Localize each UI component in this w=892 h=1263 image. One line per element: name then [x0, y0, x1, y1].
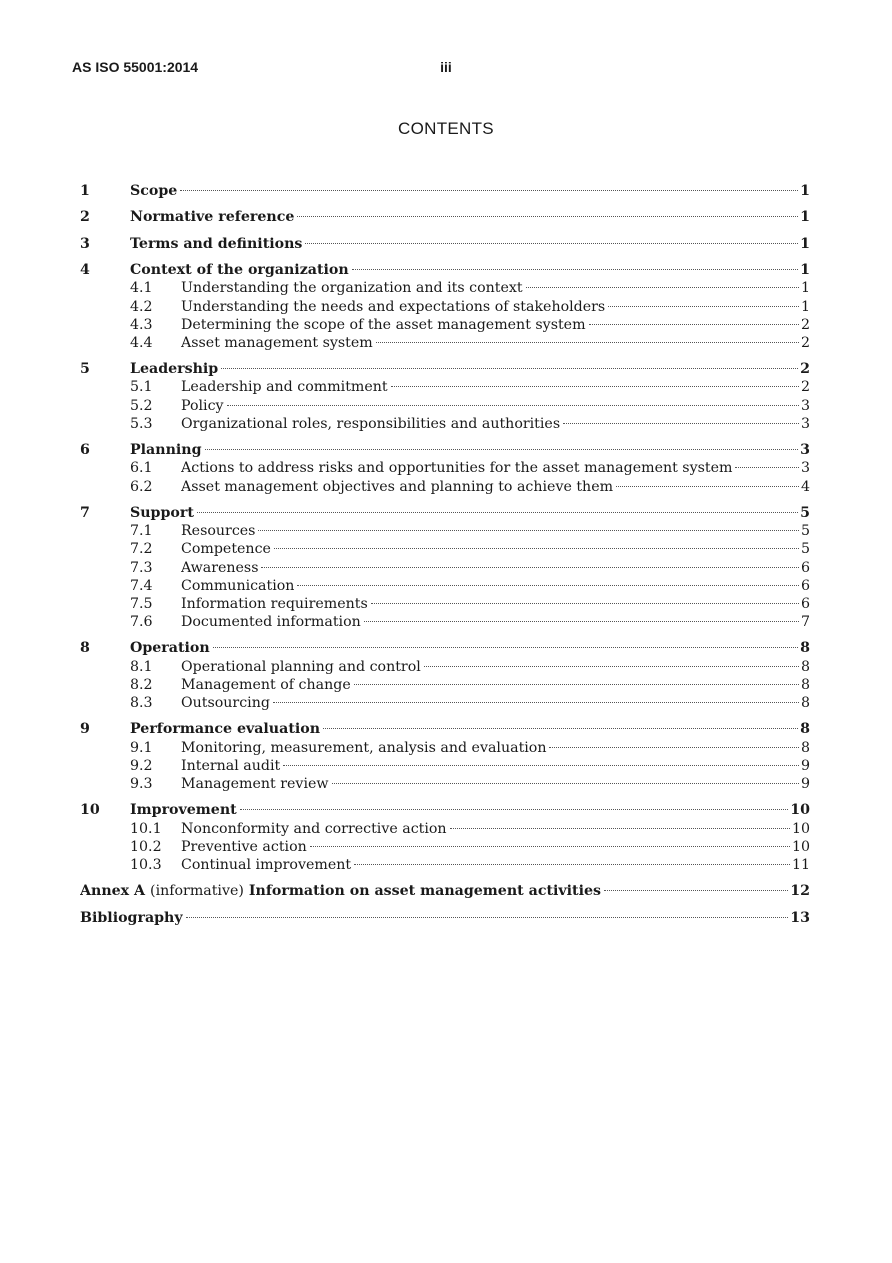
toc-entry-page: 6: [800, 559, 810, 576]
toc-entry-page: 3: [800, 442, 810, 459]
toc-entry-label: Bibliography: [80, 909, 183, 926]
dot-leader: [186, 917, 789, 918]
toc-entry-number: 6.1: [130, 460, 153, 477]
toc-entry-number: 10.3: [130, 856, 162, 873]
dot-leader: [197, 512, 798, 513]
toc-entry-label-group: [130, 183, 800, 199]
toc-entry-label: Scope: [130, 183, 178, 199]
toc-entry[interactable]: [80, 460, 810, 478]
toc-entry-label: Planning: [130, 442, 202, 459]
toc-entry-label: Information requirements: [181, 595, 368, 612]
toc-entry-label: Monitoring, measurement, analysis and evaluation: [181, 739, 547, 756]
toc-entry-label-group: [181, 560, 801, 576]
page-number: iii: [440, 59, 452, 75]
dot-leader: [258, 530, 799, 531]
toc-entry-page: 2: [800, 334, 810, 351]
toc-entry-label-group: [130, 262, 800, 278]
dot-leader: [424, 666, 799, 667]
toc-entry-label-group: [181, 614, 801, 630]
toc-entry[interactable]: [80, 479, 810, 497]
toc-entry-page: 8: [800, 676, 810, 693]
toc-entry-label: Improvement: [130, 802, 237, 819]
toc-entry-number: 5.2: [130, 397, 153, 414]
toc-entry-label: Policy: [181, 397, 224, 414]
toc-entry-number: 8.2: [130, 676, 153, 693]
toc-entry-label-group: [181, 578, 801, 594]
toc-entry-label-group: [80, 883, 790, 899]
toc-entry[interactable]: [80, 398, 810, 416]
toc-entry-label-group: [181, 740, 801, 756]
toc-entry[interactable]: [80, 541, 810, 559]
toc-entry-number: 8.3: [130, 695, 153, 711]
toc-entry[interactable]: [80, 776, 810, 794]
toc-entry-label: Leadership and commitment: [181, 379, 388, 396]
toc-entry[interactable]: [80, 560, 810, 578]
toc-entry-number: 4.1: [130, 280, 153, 297]
toc-entry-page: 1: [800, 298, 810, 315]
toc-entry-number: 10: [80, 802, 100, 819]
toc-entry-page: 5: [800, 504, 810, 521]
toc-entry[interactable]: [80, 280, 810, 298]
toc-entry-label-group: [130, 361, 800, 377]
toc-entry-label-group: [181, 299, 801, 315]
dot-leader: [261, 567, 798, 568]
toc-entry[interactable]: [80, 740, 810, 758]
toc-entry-label-group: [181, 398, 801, 414]
toc-entry-label: Internal audit: [181, 757, 281, 774]
toc-entry[interactable]: [80, 379, 810, 397]
toc-entry-label-group: [130, 236, 800, 252]
document-id: AS ISO 55001:2014: [72, 59, 199, 75]
toc-entry-page: 2: [800, 361, 810, 378]
toc-entry-label: Documented information: [181, 614, 361, 631]
toc-entry-label-group: [181, 596, 801, 612]
toc-entry[interactable]: [80, 361, 810, 379]
toc-entry-label-group: [130, 640, 800, 656]
dot-leader: [526, 287, 799, 288]
toc-entry-page: 5: [800, 541, 810, 558]
toc-entry-label: Asset management system: [181, 334, 373, 351]
toc-entry-label: Competence: [181, 541, 271, 558]
dot-leader: [616, 486, 799, 487]
toc-entry[interactable]: [80, 442, 810, 460]
toc-entry[interactable]: [80, 677, 810, 695]
toc-entry[interactable]: [80, 821, 810, 839]
toc-entry-page: 12: [790, 883, 810, 900]
toc-entry-page: 10: [791, 838, 810, 855]
toc-entry-label-group: [181, 479, 801, 495]
dot-leader: [221, 368, 798, 369]
toc-entry-number: 6: [80, 442, 90, 459]
dot-leader: [227, 405, 799, 406]
toc-entry-label: Understanding the needs and expectations of stakeholders: [181, 298, 606, 315]
toc-entry[interactable]: [80, 758, 810, 776]
dot-leader: [735, 467, 799, 468]
toc-entry-label-group: [181, 839, 792, 855]
toc-entry-page: 6: [800, 595, 810, 612]
toc-entry[interactable]: [80, 721, 810, 739]
toc-entry-number: 8.1: [130, 658, 153, 675]
annex-informative-tag: (informative): [150, 883, 244, 900]
annex-prefix: Annex A: [80, 883, 146, 900]
toc-entry[interactable]: [80, 335, 810, 353]
toc-entry-label-group: [181, 821, 792, 837]
toc-entry-label: Understanding the organization and its context: [181, 280, 523, 297]
toc-entry[interactable]: [80, 659, 810, 677]
toc-entry[interactable]: [80, 183, 810, 201]
toc-entry-label: Terms and definitions: [130, 235, 303, 252]
toc-entry-page: 3: [800, 415, 810, 432]
toc-entry-page: 7: [800, 614, 810, 631]
dot-leader: [364, 621, 799, 622]
toc-entry-page: 1: [800, 235, 810, 252]
dot-leader: [274, 548, 799, 549]
toc-entry-page: 3: [800, 397, 810, 414]
dot-leader: [205, 449, 799, 450]
toc-entry-page: 8: [800, 640, 810, 657]
toc-entry-label: Organizational roles, responsibilities and authorities: [181, 415, 561, 432]
toc-entry-label: Context of the organization: [130, 262, 349, 279]
toc-entry-number: 8: [80, 640, 90, 657]
toc-entry-label: Preventive action: [181, 838, 307, 855]
toc-entry-label-group: [181, 280, 801, 296]
toc-entry-label: Management review: [181, 775, 329, 792]
toc-entry[interactable]: [80, 505, 810, 523]
toc-entry-label-group: [181, 695, 801, 711]
toc-entry-page: 9: [800, 775, 810, 792]
toc-entry[interactable]: [80, 640, 810, 658]
toc-entry[interactable]: [80, 209, 810, 227]
toc-entry[interactable]: [80, 262, 810, 280]
dot-leader: [450, 828, 790, 829]
toc-entry-number: 5: [80, 361, 90, 378]
toc-entry-label: Support: [130, 504, 194, 521]
toc-entry-page: 11: [791, 856, 810, 873]
toc-entry-label: Operation: [130, 640, 210, 657]
toc-entry-label-group: [181, 758, 801, 774]
dot-leader: [297, 585, 799, 586]
toc-entry-number: 4: [80, 262, 90, 279]
toc-entry-label-group: [181, 379, 801, 395]
toc-entry-label-group: [181, 541, 801, 557]
dot-leader: [354, 684, 799, 685]
toc-entry-number: 7.6: [130, 614, 153, 631]
dot-leader: [604, 890, 788, 891]
toc-entry-label: Continual improvement: [181, 856, 352, 873]
toc-entry-label: Determining the scope of the asset management system: [181, 316, 586, 333]
toc-entry-number: 9: [80, 721, 90, 738]
toc-entry-label-group: [181, 460, 801, 476]
toc-entry-number: 4.4: [130, 334, 153, 351]
toc-entry[interactable]: [80, 578, 810, 596]
toc-entry-number: 9.3: [130, 775, 153, 792]
toc-entry[interactable]: [80, 857, 810, 875]
toc-entry[interactable]: [80, 523, 810, 541]
toc-entry-label: Asset management objectives and planning to achieve them: [181, 478, 614, 495]
toc-entry-number: 7: [80, 504, 90, 521]
toc-entry-page: 5: [800, 523, 810, 540]
toc-entry-page: 8: [800, 658, 810, 675]
toc-entry-label-group: [181, 857, 792, 873]
toc-entry-page: 8: [800, 695, 810, 711]
table-of-contents: [80, 183, 810, 928]
toc-entry-number: 7.2: [130, 541, 153, 558]
toc-entry-number: 9.1: [130, 739, 153, 756]
toc-entry-page: 2: [800, 316, 810, 333]
dot-leader: [323, 728, 798, 729]
toc-entry[interactable]: [80, 695, 810, 713]
toc-entry-label: Information on asset management activities: [248, 883, 602, 900]
dot-leader: [391, 386, 799, 387]
toc-entry-page: 4: [800, 478, 810, 495]
toc-entry-page: 1: [800, 183, 810, 199]
toc-entry-page: 2: [800, 379, 810, 396]
toc-entry-label-group: [181, 523, 801, 539]
toc-entry-label-group: [130, 721, 800, 737]
toc-entry-label: Resources: [181, 523, 256, 540]
dot-leader: [589, 324, 799, 325]
toc-entry-page: 9: [800, 757, 810, 774]
dot-leader: [376, 342, 799, 343]
toc-entry-label-group: [181, 335, 801, 351]
dot-leader: [273, 702, 799, 703]
toc-entry-number: 7.3: [130, 559, 153, 576]
dot-leader: [354, 864, 790, 865]
toc-entry-label: Normative reference: [130, 209, 295, 226]
toc-entry-number: 3: [80, 235, 90, 252]
toc-entry-number: 5.1: [130, 379, 153, 396]
dot-leader: [352, 269, 798, 270]
toc-entry-page: 6: [800, 577, 810, 594]
toc-entry[interactable]: [80, 910, 810, 928]
toc-entry-page: 13: [790, 909, 810, 926]
toc-entry-label: Performance evaluation: [130, 721, 321, 738]
dot-leader: [213, 647, 798, 648]
toc-entry-label-group: [181, 416, 801, 432]
toc-entry-page: 1: [800, 209, 810, 226]
toc-entry-number: 7.4: [130, 577, 153, 594]
dot-leader: [549, 747, 798, 748]
dot-leader: [310, 846, 790, 847]
dot-leader: [371, 603, 799, 604]
toc-entry-label: Outsourcing: [181, 695, 270, 711]
toc-entry-label: Actions to address risks and opportunities for the asset management system: [181, 460, 733, 477]
toc-entry-page: 10: [790, 802, 810, 819]
toc-entry[interactable]: [80, 883, 810, 901]
dot-leader: [240, 809, 789, 810]
toc-entry[interactable]: [80, 299, 810, 317]
toc-entry-label: Nonconformity and corrective action: [181, 820, 447, 837]
toc-entry-number: 1: [80, 183, 90, 199]
toc-entry-label-group: [181, 677, 801, 693]
toc-entry-label-group: [181, 317, 801, 333]
toc-entry-label: Management of change: [181, 676, 351, 693]
toc-entry-label-group: [130, 209, 800, 225]
toc-entry-number: 10.1: [130, 820, 162, 837]
dot-leader: [283, 765, 799, 766]
toc-entry-label: Communication: [181, 577, 295, 594]
toc-entry-label-group: [130, 442, 800, 458]
toc-entry-page: 8: [800, 721, 810, 738]
toc-entry-label-group: [181, 776, 801, 792]
toc-entry-label: Operational planning and control: [181, 658, 421, 675]
toc-entry-number: 7.1: [130, 523, 153, 540]
toc-entry-number: 9.2: [130, 757, 153, 774]
toc-entry-number: 7.5: [130, 595, 153, 612]
dot-leader: [563, 423, 799, 424]
dot-leader: [305, 243, 798, 244]
dot-leader: [180, 190, 798, 191]
dot-leader: [332, 783, 799, 784]
toc-entry-page: 10: [791, 820, 810, 837]
toc-entry-number: 10.2: [130, 838, 162, 855]
toc-entry-number: 2: [80, 209, 90, 226]
toc-entry[interactable]: [80, 596, 810, 614]
toc-entry[interactable]: [80, 236, 810, 254]
toc-entry-page: 1: [800, 280, 810, 297]
toc-entry[interactable]: [80, 614, 810, 632]
toc-entry-number: 4.2: [130, 298, 153, 315]
toc-entry-label-group: [130, 802, 790, 818]
toc-entry[interactable]: [80, 416, 810, 434]
toc-entry-label: Awareness: [181, 559, 259, 576]
toc-entry-page: 1: [800, 262, 810, 279]
toc-entry-label: Leadership: [130, 361, 219, 378]
toc-entry[interactable]: [80, 317, 810, 335]
toc-entry-page: 8: [800, 739, 810, 756]
toc-entry-number: 6.2: [130, 478, 153, 495]
toc-entry-label-group: [130, 505, 800, 521]
dot-leader: [608, 306, 799, 307]
toc-entry-label-group: [181, 659, 801, 675]
toc-entry-number: 5.3: [130, 415, 153, 432]
toc-entry[interactable]: [80, 802, 810, 820]
toc-entry[interactable]: [80, 839, 810, 857]
page-title: CONTENTS: [398, 119, 494, 138]
toc-entry-page: 3: [800, 460, 810, 477]
toc-entry-label-group: [80, 910, 790, 926]
dot-leader: [297, 216, 798, 217]
toc-entry-number: 4.3: [130, 316, 153, 333]
